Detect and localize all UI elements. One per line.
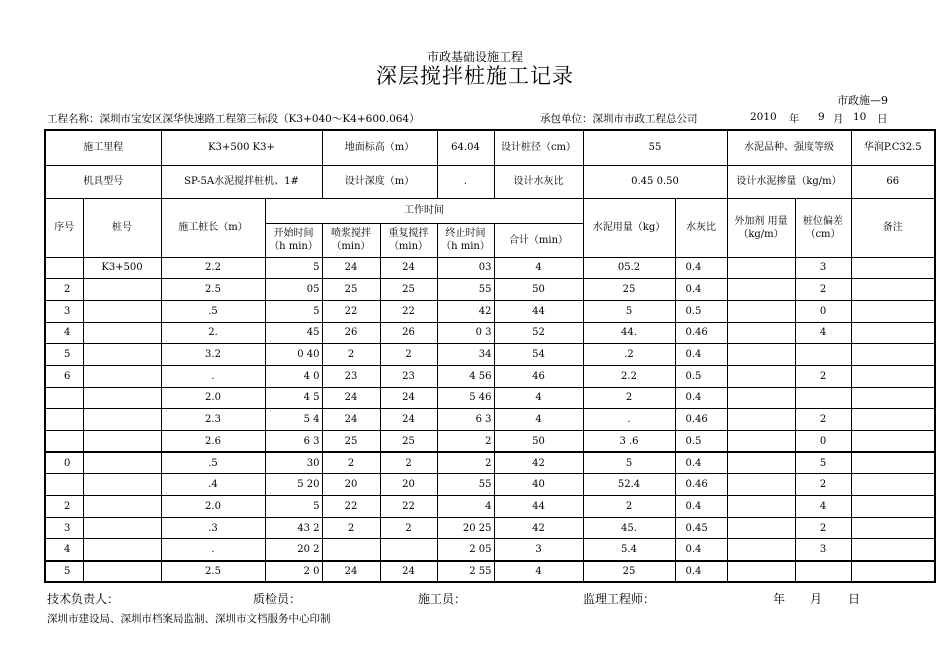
- row-cement-qty: 3 .6: [583, 431, 675, 453]
- row-start-time: 5: [265, 257, 322, 279]
- row-cement-qty: 2.2: [583, 365, 675, 387]
- row-remark: [851, 452, 935, 474]
- row-seq: [45, 409, 83, 431]
- row-additive: [727, 344, 795, 366]
- row-additive: [727, 561, 795, 583]
- row-length: .4: [161, 474, 265, 496]
- mileage-value: K3+500 K3+: [161, 130, 322, 165]
- row-end-time: 42: [437, 300, 494, 322]
- row-length: 2.: [161, 322, 265, 344]
- row-additive: [727, 300, 795, 322]
- row-wc-ratio: 0.46: [675, 409, 727, 431]
- info-row-2: [45, 165, 935, 198]
- row-remark: [851, 279, 935, 301]
- row-wc-ratio: 0.5: [675, 300, 727, 322]
- table-row: [45, 517, 935, 539]
- date-day-label: 日: [877, 113, 888, 125]
- ground-elev-label: 地面标高（m）: [322, 130, 437, 165]
- table-row: [45, 344, 935, 366]
- col-additive: 外加剂 用量（kg/m）: [727, 198, 795, 257]
- row-spray-mix: 24: [322, 409, 380, 431]
- col-spray-mix: 喷浆搅拌（min）: [322, 223, 380, 257]
- row-wc-ratio: 0.4: [675, 496, 727, 518]
- row-seq: [45, 387, 83, 409]
- row-wc-ratio: 0.4: [675, 279, 727, 301]
- row-repeat-mix: 24: [380, 409, 437, 431]
- row-cement-qty: 05.2: [583, 257, 675, 279]
- row-deviation: 3: [795, 539, 851, 561]
- row-repeat-mix: 25: [380, 279, 437, 301]
- row-wc-ratio: 0.4: [675, 452, 727, 474]
- info-row-1: [45, 130, 935, 165]
- tech-lead-label: 技术负责人：: [47, 592, 120, 606]
- col-repeat-mix: 重复搅拌（min）: [380, 223, 437, 257]
- row-repeat-mix: 24: [380, 257, 437, 279]
- row-deviation: 2: [795, 474, 851, 496]
- row-spray-mix: 22: [322, 496, 380, 518]
- row-pile-no: [83, 517, 161, 539]
- row-spray-mix: 2: [322, 452, 380, 474]
- table-row: [45, 561, 935, 583]
- row-additive: [727, 279, 795, 301]
- row-start-time: 2 0: [265, 561, 322, 583]
- col-deviation: 桩位偏差（cm）: [795, 198, 851, 257]
- row-length: .: [161, 539, 265, 561]
- ground-elev-value: 64.04: [437, 130, 494, 165]
- row-total: 4: [494, 561, 583, 583]
- row-total: 44: [494, 496, 583, 518]
- row-end-time: 34: [437, 344, 494, 366]
- row-length: 2.0: [161, 387, 265, 409]
- row-pile-no: [83, 279, 161, 301]
- table-row: [45, 409, 935, 431]
- row-additive: [727, 496, 795, 518]
- date-day: 10: [853, 111, 867, 123]
- row-remark: [851, 300, 935, 322]
- row-length: 2.6: [161, 431, 265, 453]
- row-cement-qty: 25: [583, 279, 675, 301]
- table-row: [45, 387, 935, 409]
- row-seq: 2: [45, 496, 83, 518]
- row-remark: [851, 257, 935, 279]
- row-deviation: 5: [795, 452, 851, 474]
- col-work-time: 工作时间: [265, 198, 583, 223]
- row-spray-mix: 2: [322, 344, 380, 366]
- row-length: 2.3: [161, 409, 265, 431]
- row-pile-no: [83, 300, 161, 322]
- col-start-time: 开始时间（h min）: [265, 223, 322, 257]
- supervisor-label: 监理工程师：: [583, 592, 656, 606]
- row-wc-ratio: 0.46: [675, 474, 727, 496]
- row-total: 50: [494, 279, 583, 301]
- row-remark: [851, 431, 935, 453]
- row-total: 4: [494, 409, 583, 431]
- date-month-label: 月: [833, 113, 844, 125]
- table-row: [45, 539, 935, 561]
- cement-dosage-label: 设计水泥掺量（kg/m）: [727, 165, 851, 198]
- row-cement-qty: 25: [583, 561, 675, 583]
- table-row: [45, 365, 935, 387]
- row-repeat-mix: 24: [380, 561, 437, 583]
- row-length: .: [161, 365, 265, 387]
- row-wc-ratio: 0.5: [675, 365, 727, 387]
- signature-line: [47, 590, 907, 606]
- mileage-label: 施工里程: [45, 130, 161, 165]
- footer-month-label: 月: [810, 592, 823, 606]
- row-total: 42: [494, 452, 583, 474]
- cement-type-label: 水泥品种、强度等级: [727, 130, 851, 165]
- row-cement-qty: 52.4: [583, 474, 675, 496]
- row-repeat-mix: 22: [380, 496, 437, 518]
- row-wc-ratio: 0.5: [675, 431, 727, 453]
- row-repeat-mix: 2: [380, 344, 437, 366]
- row-spray-mix: 22: [322, 300, 380, 322]
- row-seq: 4: [45, 322, 83, 344]
- design-wc-label: 设计水灰比: [494, 165, 583, 198]
- row-start-time: 0 40: [265, 344, 322, 366]
- col-cement-qty: 水泥用量（kg）: [583, 198, 675, 257]
- row-length: .3: [161, 517, 265, 539]
- row-seq: 2: [45, 279, 83, 301]
- pile-diam-value: 55: [583, 130, 727, 165]
- col-remark: 备注: [851, 198, 935, 257]
- row-remark: [851, 561, 935, 583]
- row-pile-no: [83, 387, 161, 409]
- form-title: 深层搅拌桩施工记录: [376, 64, 574, 88]
- row-length: 2.5: [161, 279, 265, 301]
- row-spray-mix: 23: [322, 365, 380, 387]
- row-additive: [727, 474, 795, 496]
- worker-label: 施工员：: [418, 592, 467, 606]
- row-start-time: 20 2: [265, 539, 322, 561]
- table-row: [45, 474, 935, 496]
- row-end-time: 0 3: [437, 322, 494, 344]
- row-deviation: 4: [795, 496, 851, 518]
- row-wc-ratio: 0.46: [675, 322, 727, 344]
- row-repeat-mix: 20: [380, 474, 437, 496]
- row-total: 42: [494, 517, 583, 539]
- row-total: 40: [494, 474, 583, 496]
- row-start-time: 45: [265, 322, 322, 344]
- row-wc-ratio: 0.4: [675, 257, 727, 279]
- row-wc-ratio: 0.4: [675, 344, 727, 366]
- col-pile-no: 桩号: [83, 198, 161, 257]
- row-additive: [727, 409, 795, 431]
- col-wc-ratio: 水灰比: [675, 198, 727, 257]
- row-remark: [851, 474, 935, 496]
- cement-dosage-value: 66: [851, 165, 935, 198]
- row-total: 4: [494, 387, 583, 409]
- row-deviation: 4: [795, 322, 851, 344]
- table-row: [45, 452, 935, 474]
- row-seq: [45, 257, 83, 279]
- table-row: [45, 496, 935, 518]
- form-subtitle: 市政基础设施工程: [426, 50, 523, 64]
- row-total: 52: [494, 322, 583, 344]
- row-start-time: 6 3: [265, 431, 322, 453]
- row-length: 2.0: [161, 496, 265, 518]
- row-repeat-mix: 22: [380, 300, 437, 322]
- row-pile-no: [83, 431, 161, 453]
- row-repeat-mix: 2: [380, 517, 437, 539]
- row-end-time: 55: [437, 474, 494, 496]
- row-pile-no: [83, 409, 161, 431]
- row-deviation: 0: [795, 431, 851, 453]
- row-pile-no: [83, 496, 161, 518]
- row-wc-ratio: 0.4: [675, 539, 727, 561]
- row-repeat-mix: 26: [380, 322, 437, 344]
- row-remark: [851, 539, 935, 561]
- row-length: 3.2: [161, 344, 265, 366]
- row-cement-qty: .2: [583, 344, 675, 366]
- date-month: 9: [818, 111, 825, 123]
- row-repeat-mix: 25: [380, 431, 437, 453]
- row-pile-no: [83, 474, 161, 496]
- row-deviation: 2: [795, 517, 851, 539]
- row-additive: [727, 517, 795, 539]
- row-cement-qty: 5.4: [583, 539, 675, 561]
- row-remark: [851, 517, 935, 539]
- row-cement-qty: 44.: [583, 322, 675, 344]
- row-start-time: 5: [265, 300, 322, 322]
- record-table: [44, 129, 936, 583]
- row-total: 54: [494, 344, 583, 366]
- row-additive: [727, 387, 795, 409]
- date-year-label: 年: [789, 113, 800, 125]
- machine-label: 机具型号: [45, 165, 161, 198]
- row-remark: [851, 365, 935, 387]
- row-wc-ratio: 0.4: [675, 561, 727, 583]
- row-end-time: 2 55: [437, 561, 494, 583]
- row-additive: [727, 539, 795, 561]
- row-end-time: 20 25: [437, 517, 494, 539]
- col-end-time: 终止时间（h min）: [437, 223, 494, 257]
- row-repeat-mix: [380, 539, 437, 561]
- row-additive: [727, 431, 795, 453]
- row-spray-mix: 2: [322, 517, 380, 539]
- row-end-time: 2: [437, 452, 494, 474]
- row-repeat-mix: 23: [380, 365, 437, 387]
- row-cement-qty: 2: [583, 387, 675, 409]
- column-header-row-1: [45, 198, 935, 223]
- row-end-time: 4 56: [437, 365, 494, 387]
- row-deviation: 3: [795, 257, 851, 279]
- row-total: 50: [494, 431, 583, 453]
- row-length: 2.2: [161, 257, 265, 279]
- row-deviation: 0: [795, 300, 851, 322]
- row-seq: 5: [45, 561, 83, 583]
- row-seq: 3: [45, 517, 83, 539]
- design-wc-value: 0.45 0.50: [583, 165, 727, 198]
- row-start-time: 5 4: [265, 409, 322, 431]
- row-total: 3: [494, 539, 583, 561]
- col-total: 合计（min）: [494, 223, 583, 257]
- row-end-time: 6 3: [437, 409, 494, 431]
- contractor-name: 承包单位：深圳市市政工程总公司: [540, 113, 698, 125]
- row-remark: [851, 344, 935, 366]
- row-remark: [851, 496, 935, 518]
- col-seq: 序号: [45, 198, 83, 257]
- row-pile-no: [83, 365, 161, 387]
- row-start-time: 05: [265, 279, 322, 301]
- date-year: 2010: [750, 111, 777, 123]
- design-depth-value: .: [437, 165, 494, 198]
- row-cement-qty: 5: [583, 452, 675, 474]
- row-spray-mix: 24: [322, 257, 380, 279]
- col-length: 施工桩长（m）: [161, 198, 265, 257]
- cement-type-value: 华润P.C32.5: [851, 130, 935, 165]
- row-start-time: 5 20: [265, 474, 322, 496]
- table-row: [45, 322, 935, 344]
- form-code: 市政施—9: [837, 94, 888, 107]
- pile-diam-label: 设计桩径（cm）: [494, 130, 583, 165]
- row-cement-qty: 2: [583, 496, 675, 518]
- row-start-time: 43 2: [265, 517, 322, 539]
- row-spray-mix: [322, 539, 380, 561]
- row-seq: 4: [45, 539, 83, 561]
- row-deviation: [795, 387, 851, 409]
- row-repeat-mix: 2: [380, 452, 437, 474]
- row-pile-no: [83, 344, 161, 366]
- row-cement-qty: 5: [583, 300, 675, 322]
- project-name: 工程名称：深圳市宝安区深华快速路工程第三标段（K3+040～K4+600.064）: [47, 113, 420, 125]
- row-end-time: 5 46: [437, 387, 494, 409]
- row-pile-no: [83, 322, 161, 344]
- machine-value: SP-5A水泥搅拌桩机、1#: [161, 165, 322, 198]
- row-additive: [727, 452, 795, 474]
- row-deviation: 2: [795, 279, 851, 301]
- row-end-time: 03: [437, 257, 494, 279]
- row-pile-no: [83, 561, 161, 583]
- row-pile-no: K3+500: [83, 257, 161, 279]
- row-pile-no: [83, 539, 161, 561]
- row-total: 4: [494, 257, 583, 279]
- row-total: 46: [494, 365, 583, 387]
- row-spray-mix: 25: [322, 279, 380, 301]
- row-additive: [727, 365, 795, 387]
- row-spray-mix: 24: [322, 561, 380, 583]
- row-start-time: 4 5: [265, 387, 322, 409]
- row-seq: [45, 431, 83, 453]
- table-row: [45, 300, 935, 322]
- footer-day-label: 日: [848, 592, 861, 606]
- row-start-time: 30: [265, 452, 322, 474]
- row-repeat-mix: 24: [380, 387, 437, 409]
- row-length: .5: [161, 300, 265, 322]
- row-deviation: 2: [795, 409, 851, 431]
- row-deviation: [795, 561, 851, 583]
- footer-year-label: 年: [773, 592, 786, 606]
- table-row: [45, 279, 935, 301]
- row-spray-mix: 25: [322, 431, 380, 453]
- row-start-time: 5: [265, 496, 322, 518]
- row-length: .5: [161, 452, 265, 474]
- row-additive: [727, 322, 795, 344]
- row-deviation: 2: [795, 365, 851, 387]
- printer-note: 深圳市建设局、深圳市档案局监制、深圳市文档服务中心印制: [47, 613, 331, 625]
- row-spray-mix: 24: [322, 387, 380, 409]
- row-seq: 0: [45, 452, 83, 474]
- row-remark: [851, 409, 935, 431]
- row-end-time: 4: [437, 496, 494, 518]
- row-wc-ratio: 0.4: [675, 387, 727, 409]
- row-additive: [727, 257, 795, 279]
- row-total: 44: [494, 300, 583, 322]
- row-spray-mix: 26: [322, 322, 380, 344]
- row-end-time: 55: [437, 279, 494, 301]
- row-end-time: 2 05: [437, 539, 494, 561]
- row-wc-ratio: 0.45: [675, 517, 727, 539]
- row-seq: 6: [45, 365, 83, 387]
- row-end-time: 2: [437, 431, 494, 453]
- row-remark: [851, 387, 935, 409]
- row-length: 2.5: [161, 561, 265, 583]
- row-seq: [45, 474, 83, 496]
- table-row: [45, 257, 935, 279]
- table-row: [45, 431, 935, 453]
- row-seq: 3: [45, 300, 83, 322]
- row-remark: [851, 322, 935, 344]
- row-pile-no: [83, 452, 161, 474]
- row-spray-mix: 20: [322, 474, 380, 496]
- design-depth-label: 设计深度（m）: [322, 165, 437, 198]
- qc-label: 质检员：: [253, 592, 302, 606]
- row-cement-qty: 45.: [583, 517, 675, 539]
- row-seq: 5: [45, 344, 83, 366]
- row-start-time: 4 0: [265, 365, 322, 387]
- row-cement-qty: .: [583, 409, 675, 431]
- row-deviation: [795, 344, 851, 366]
